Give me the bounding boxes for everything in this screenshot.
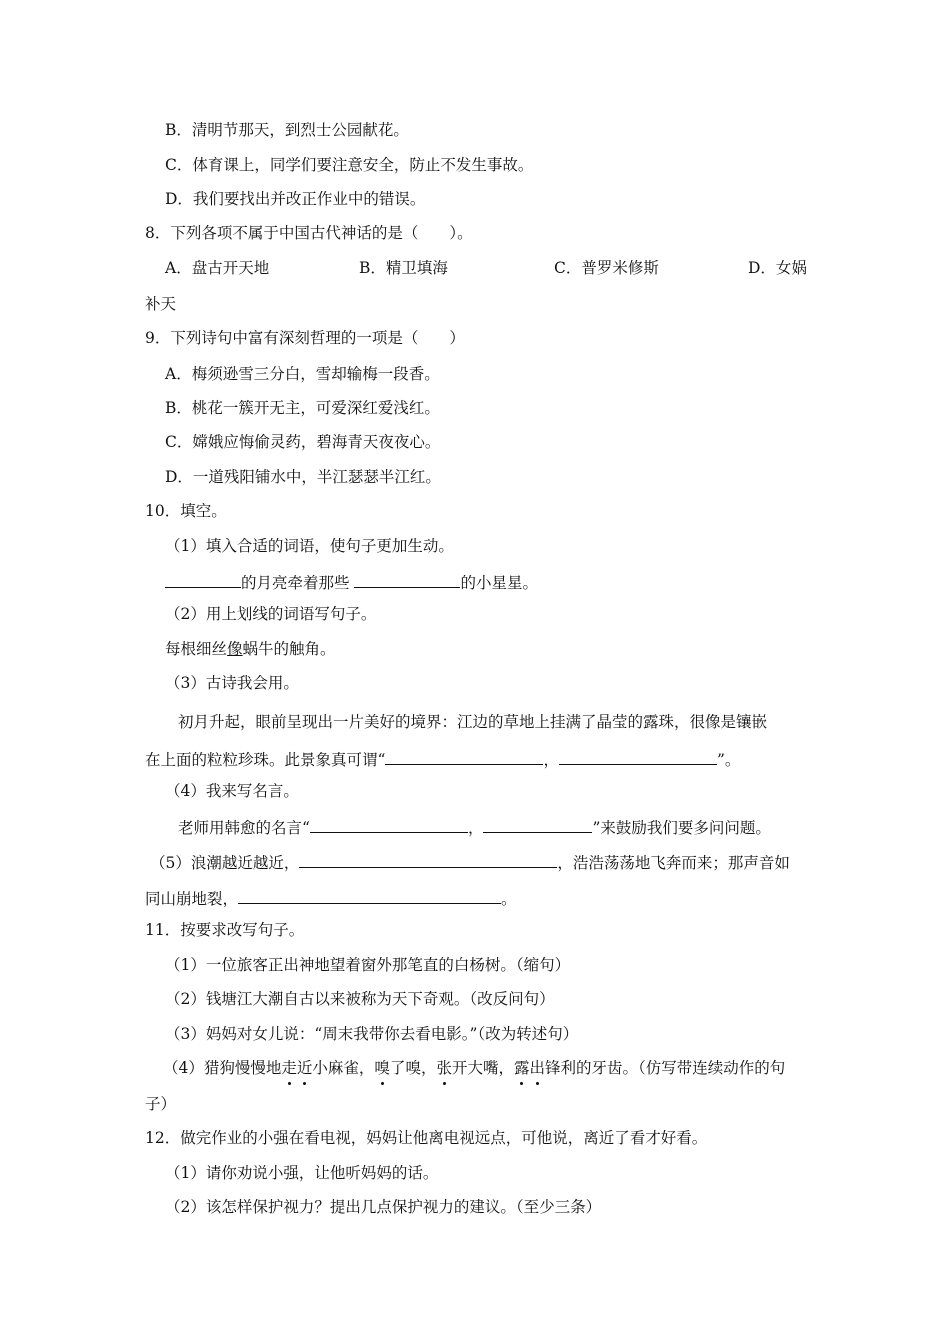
q8-option-b: B．精卫填海 [359, 259, 448, 277]
q10-stem: 10．填空。 [145, 502, 227, 520]
q11-part4-cont: 子） [145, 1095, 177, 1113]
q12-part1: （1）请你劝说小强，让他听妈妈的话。 [165, 1164, 439, 1182]
q11-part4: （4）猎狗慢慢地走近小麻雀，嗅了嗅，张开大嘴，露出锋利的牙齿。（仿写带连续动作的句 [163, 1059, 786, 1077]
answer-blank[interactable] [483, 815, 592, 833]
q8-option-d: D．女娲 [748, 259, 807, 277]
q9-stem: 9．下列诗句中富有深刻哲理的一项是（ ） [145, 329, 465, 347]
q11-part2: （2）钱塘江大潮自古以来被称为天下奇观。（改反问句） [165, 990, 555, 1008]
q8-option-d-wrap: 补天 [145, 295, 177, 313]
q10-part3-text-cont: 在上面的粒粒珍珠。此景象真可谓“ ， ”。 [145, 747, 740, 770]
answer-blank[interactable] [385, 747, 543, 765]
q8-option-a: A．盘古开天地 [165, 259, 270, 277]
dotted-word: 张 [436, 1059, 452, 1077]
dotted-word: 走 [281, 1059, 297, 1077]
q11-part1: （1）一位旅客正出神地望着窗外那笔直的白杨树。（缩句） [165, 956, 571, 974]
q12-part2: （2）该怎样保护视力？提出几点保护视力的建议。（至少三条） [165, 1198, 602, 1216]
q10-part1: （1）填入合适的词语，使句子更加生动。 [165, 537, 454, 555]
answer-blank[interactable] [165, 570, 241, 588]
q10-part5: （5）浪潮越近越近， ，浩浩荡荡地飞奔而来；那声音如 [150, 850, 790, 873]
q11-stem: 11．按要求改写句子。 [145, 921, 305, 939]
q7-option-c: C．体育课上，同学们要注意安全，防止不发生事故。 [165, 156, 534, 174]
q8-stem: 8．下列各项不属于中国古代神话的是（ ）。 [145, 224, 473, 242]
underlined-word: 像 [227, 640, 243, 658]
q10-part3-text: 初月升起，眼前呈现出一片美好的境界：江边的草地上挂满了晶莹的露珠，很像是镶嵌 [178, 713, 768, 731]
dotted-word: 嗅 [374, 1059, 390, 1077]
q10-part5-cont: 同山崩地裂， 。 [145, 886, 517, 909]
q9-option-b: B．桃花一簇开无主，可爱深红爱浅红。 [165, 399, 440, 417]
q7-option-d: D．我们要找出并改正作业中的错误。 [165, 190, 426, 208]
q7-option-b: B．清明节那天，到烈士公园献花。 [165, 121, 409, 139]
q9-option-d: D．一道残阳铺水中，半江瑟瑟半江红。 [165, 468, 441, 486]
q11-part3: （3）妈妈对女儿说：“周末我带你去看电影。”（改为转述句） [165, 1025, 579, 1043]
answer-blank[interactable] [354, 570, 460, 588]
q10-part3: （3）古诗我会用。 [165, 674, 299, 692]
q9-option-c: C．嫦娥应悔偷灵药，碧海青天夜夜心。 [165, 433, 441, 451]
dotted-word: 近 [296, 1059, 313, 1077]
q10-part2: （2）用上划线的词语写句子。 [165, 605, 377, 623]
dotted-word: 出 [529, 1059, 546, 1077]
q10-part1-sentence: 的月亮牵着那些 的小星星。 [165, 570, 538, 593]
q10-part2-sentence: 每根细丝像蜗牛的触角。 [165, 640, 336, 658]
answer-blank[interactable] [310, 815, 468, 833]
q10-part4: （4）我来写名言。 [165, 782, 299, 800]
answer-blank[interactable] [559, 747, 717, 765]
dotted-word: 露 [513, 1059, 530, 1077]
q8-option-c: C．普罗米修斯 [554, 259, 659, 277]
answer-blank[interactable] [238, 886, 501, 904]
q10-part4-text: 老师用韩愈的名言“ ， ”来鼓励我们要多问问题。 [178, 815, 771, 838]
q12-stem: 12．做完作业的小强在看电视，妈妈让他离电视远点，可他说，离近了看才好看。 [145, 1129, 708, 1147]
answer-blank[interactable] [299, 850, 557, 868]
q9-option-a: A．梅须逊雪三分白，雪却输梅一段香。 [165, 365, 440, 383]
